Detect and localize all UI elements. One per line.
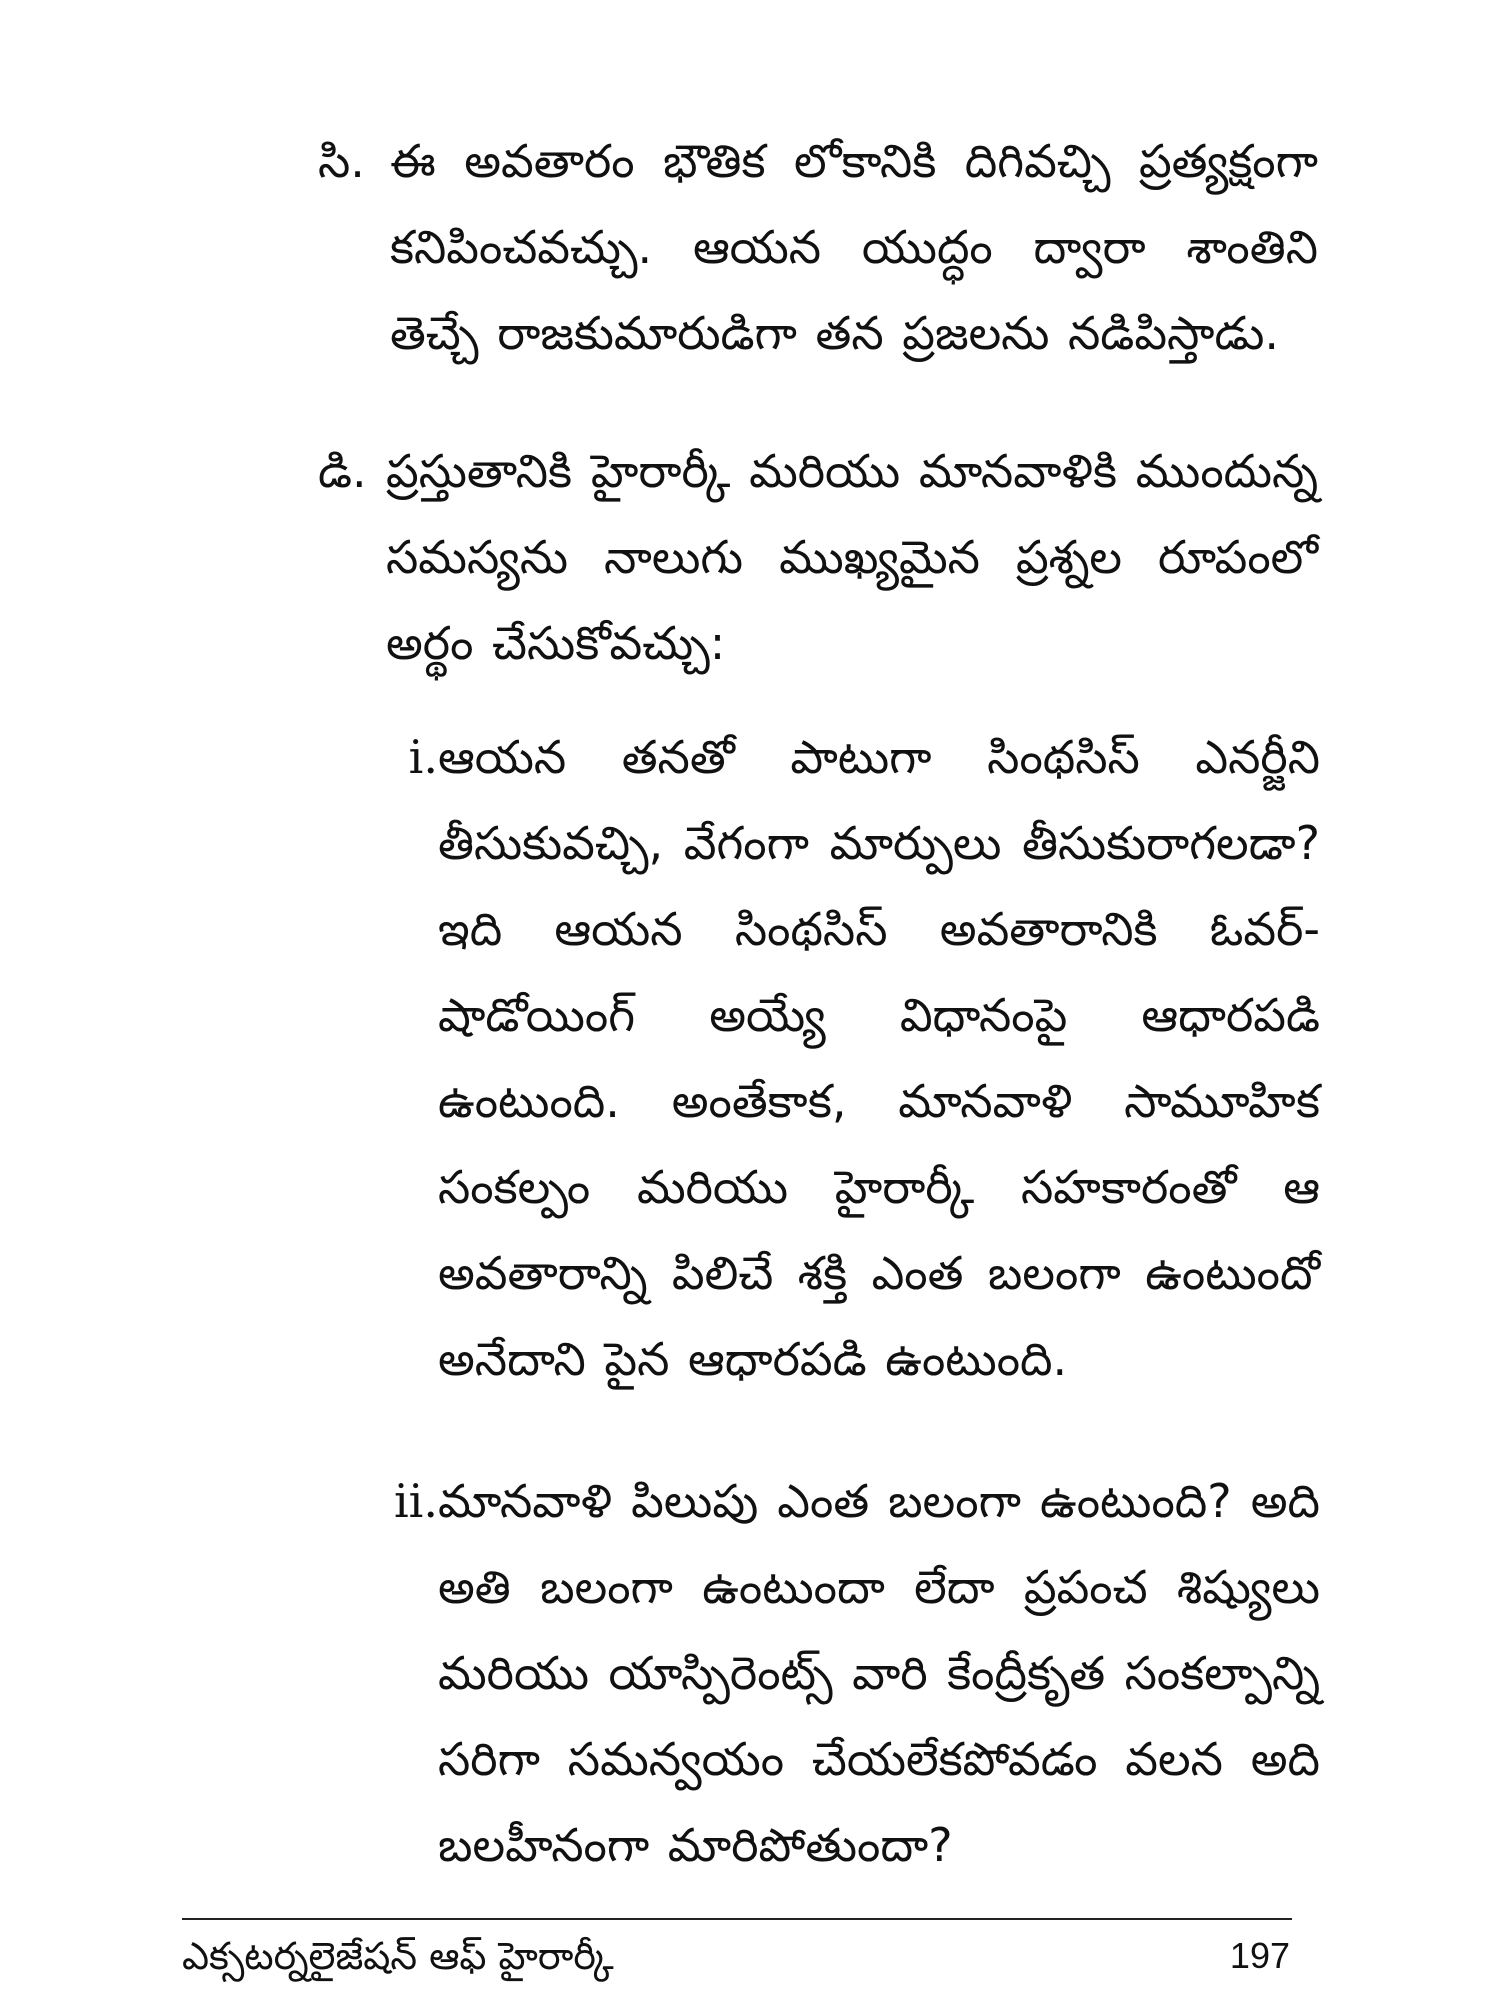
- paragraph-text: ఆయన తనతో పాటుగా సింథసిస్ ఎనర్జీని తీసుకువచ్చి, వేగంగా మార్పులు తీసుకురాగలడా? ఇది ఆయన సింథసిస్ అవతారానికి ఓవర్-షాడోయింగ్ అయ్యే విధానంపై ఆధారపడి ఉంటుంది. అంతేకాక, మానవాళి సామూహిక సంకల్పం మరియు హైరార్కీ సహకారంతో ఆ అవతారాన్ని పిలిచే శక్తి ఎంత బలంగా ఉంటుందో అనేదాని పైన ఆధారపడి ఉంటుంది.: [438, 730, 1320, 1386]
- list-item-c: [318, 118, 1318, 376]
- paragraph-text: మానవాళి పిలుపు ఎంత బలంగా ఉంటుంది? అది అతి బలంగా ఉంటుందా లేదా ప్రపంచ శిష్యులు మరియు యాస్పిరెంట్స్ వారి కేంద్రీకృత సంకల్పాన్ని సరిగా సమన్వయం చేయలేకపోవడం వలన అది బలహీనంగా మారిపోతుందా?: [438, 1474, 1320, 1872]
- list-marker: సి.: [318, 134, 365, 188]
- list-item-d: [318, 428, 1318, 686]
- sub-list-item-ii: [370, 1458, 1320, 1888]
- page-number: 197: [1229, 1935, 1290, 1976]
- sub-list-item-i: [370, 714, 1320, 1402]
- paragraph-text: ప్రస్తుతానికి హైరార్కీ మరియు మానవాళికి ముందున్న సమస్యను నాలుగు ముఖ్యమైన ప్రశ్నల రూపంలో అర్థం చేసుకోవచ్చు:: [386, 444, 1318, 670]
- paragraph-text: ఈ అవతారం భౌతిక లోకానికి దిగివచ్చి ప్రత్యక్షంగా కనిపించవచ్చు. ఆయన యుద్ధం ద్వారా శాంతిని తెచ్చే రాజకుమారుడిగా తన ప్రజలను నడిపిస్తాడు.: [390, 134, 1318, 360]
- list-marker: డి.: [318, 444, 367, 498]
- list-marker: i.: [408, 730, 438, 784]
- running-footer-title: ఎక్సటర్నలైజేషన్ ఆఫ్ హైరార్కీ: [182, 1934, 614, 1978]
- footer-divider: [182, 1918, 1292, 1920]
- list-marker: ii.: [393, 1474, 438, 1528]
